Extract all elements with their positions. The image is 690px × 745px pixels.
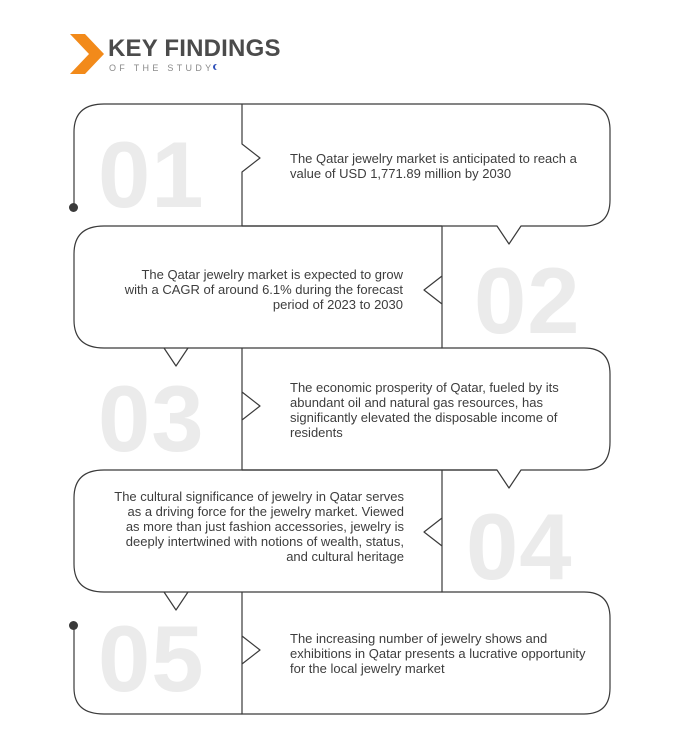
page-subtitle: OF THE STUDY bbox=[109, 63, 221, 73]
finding-03-divider bbox=[242, 348, 260, 470]
finding-03-text: The economic prosperity of Qatar, fueled by its abundant oil and natural gas resources, has significantly elevated the disposable income of residents bbox=[290, 380, 559, 440]
finding-02-number: 02 bbox=[474, 248, 581, 353]
finding-03-number: 03 bbox=[98, 366, 205, 471]
finding-01-number: 01 bbox=[98, 122, 205, 227]
finding-04-number: 04 bbox=[466, 494, 573, 599]
finding-05-number: 05 bbox=[98, 606, 205, 711]
timeline-dot-end bbox=[69, 621, 78, 630]
timeline-dot-start bbox=[69, 203, 78, 212]
finding-04-divider bbox=[424, 470, 442, 592]
finding-01-text: The Qatar jewelry market is anticipated to reach a value of USD 1,771.89 million by 2030 bbox=[290, 151, 577, 181]
finding-04-text: The cultural significance of jewelry in Qatar serves as a driving force for the jewelry market. Viewed as more than just fashion accessories, jewelry is deeply intertwined with notions of wealth, status, and cultural heritage bbox=[114, 489, 404, 564]
finding-05-text: The increasing number of jewelry shows and exhibitions in Qatar presents a lucrative opportunity for the local jewelry market bbox=[290, 631, 586, 676]
finding-05-divider bbox=[242, 592, 260, 714]
page-title: KEY FINDINGS bbox=[108, 35, 281, 62]
finding-02-divider bbox=[424, 226, 442, 348]
finding-02-text: The Qatar jewelry market is expected to grow with a CAGR of around 6.1% during the forecast period of 2023 to 2030 bbox=[124, 267, 403, 312]
